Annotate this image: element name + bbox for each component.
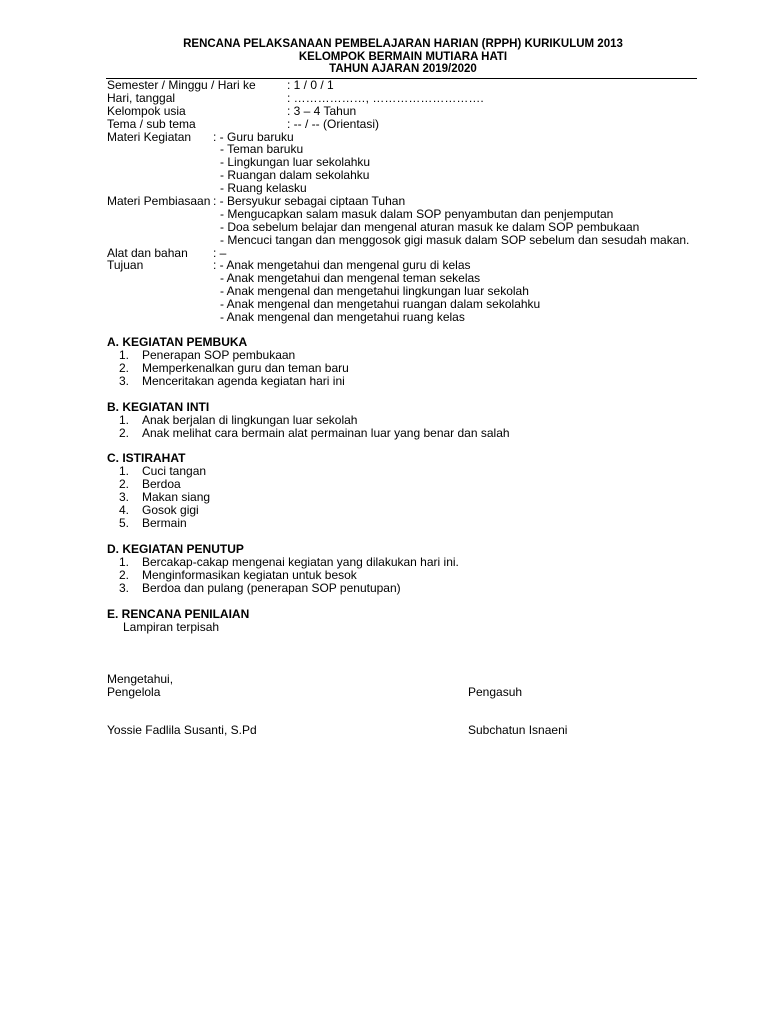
header-school: KELOMPOK BERMAIN MUTIARA HATI	[298, 50, 508, 63]
list-item	[107, 556, 707, 569]
signature-right-role: Pengasuh	[468, 685, 523, 699]
section-list	[107, 414, 707, 440]
info-value: : -- / -- (Orientasi)	[287, 116, 379, 131]
info-label: Tujuan	[107, 258, 144, 273]
info-label: Semester / Minggu / Hari ke	[107, 78, 256, 92]
list-number: 4.	[119, 503, 130, 518]
list-text: Anak melihat cara bermain alat permainan luar yang benar dan salah	[142, 425, 510, 440]
info-item: - Anak mengenal dan mengetahui ruang kelas	[220, 310, 465, 325]
list-item	[107, 375, 707, 388]
info-label: Alat dan bahan	[107, 245, 188, 260]
info-item: - Anak mengenal dan mengetahui ruangan dalam sekolahku	[220, 297, 541, 312]
list-number: 2.	[119, 425, 130, 440]
section-kegiatan-penutup	[107, 543, 707, 595]
info-item: - Ruang kelasku	[220, 181, 307, 196]
list-text: Anak berjalan di lingkungan luar sekolah	[142, 412, 358, 427]
list-number: 1.	[119, 348, 130, 362]
list-text: Memperkenalkan guru dan teman baru	[142, 360, 349, 375]
info-continuation	[107, 156, 707, 169]
list-number: 3.	[119, 490, 130, 505]
list-number: 1.	[119, 412, 130, 427]
info-row-materi-kegiatan	[107, 131, 707, 144]
list-item	[107, 517, 707, 530]
info-item: - Mengucapkan salam masuk dalam SOP penyambutan dan penjemputan	[220, 206, 614, 221]
document-header	[0, 38, 768, 76]
section-istirahat	[107, 452, 707, 529]
list-number: 2.	[119, 477, 130, 492]
list-number: 3.	[119, 373, 130, 388]
list-item	[107, 465, 707, 478]
list-item	[107, 504, 707, 517]
list-text: Makan siang	[142, 490, 211, 505]
list-item	[107, 569, 707, 582]
info-block	[107, 79, 707, 324]
info-value: : –	[213, 245, 227, 260]
list-text: Penerapan SOP pembukaan	[142, 348, 296, 362]
list-item	[107, 362, 707, 375]
info-label: Kelompok usia	[107, 103, 186, 118]
info-item: - Doa sebelum belajar dan mengenal aturan masuk ke dalam SOP pembukaan	[220, 219, 640, 234]
info-continuation	[107, 143, 707, 156]
list-text: Berdoa dan pulang (penerapan SOP penutupan)	[142, 580, 401, 595]
info-row-hari	[107, 92, 707, 105]
info-item: - Lingkungan luar sekolahku	[220, 155, 371, 170]
info-label: Tema / sub tema	[107, 116, 196, 131]
list-text: Menginformasikan kegiatan untuk besok	[142, 567, 357, 582]
activity-sections	[107, 336, 707, 646]
section-title: B. KEGIATAN INTI	[107, 399, 210, 414]
list-text: Bercakap-cakap mengenai kegiatan yang dilakukan hari ini.	[142, 554, 459, 569]
info-row-materi-pembiasaan	[107, 195, 707, 208]
info-value: : - Anak mengetahui dan mengenal guru di kelas	[213, 258, 471, 273]
list-item	[107, 414, 707, 427]
info-item: - Teman baruku	[220, 142, 304, 157]
info-row-semester	[107, 79, 707, 92]
info-continuation	[107, 234, 707, 247]
signature-right-name: Subchatun Isnaeni	[468, 723, 568, 737]
info-continuation	[107, 221, 707, 234]
list-number: 1.	[119, 464, 130, 479]
info-value: : - Guru baruku	[213, 129, 294, 144]
info-value: : 1 / 0 / 1	[287, 78, 334, 92]
info-continuation	[107, 311, 707, 324]
list-number: 2.	[119, 360, 130, 375]
list-number: 1.	[119, 554, 130, 569]
section-title: D. KEGIATAN PENUTUP	[107, 541, 244, 556]
info-continuation	[107, 208, 707, 221]
list-text: Menceritakan agenda kegiatan hari ini	[142, 373, 345, 388]
info-value: : - Bersyukur sebagai ciptaan Tuhan	[213, 194, 406, 209]
header-year: TAHUN AJARAN 2019/2020	[329, 63, 477, 76]
list-item	[107, 582, 707, 595]
signature-left-role: Pengelola	[107, 685, 161, 699]
section-rencana-penilaian	[107, 608, 707, 634]
info-item: - Anak mengenal dan mengetahui lingkungan luar sekolah	[220, 284, 529, 299]
section-title: A. KEGIATAN PEMBUKA	[107, 335, 248, 349]
section-kegiatan-pembuka	[107, 336, 707, 388]
section-list	[107, 349, 707, 388]
section-list	[107, 556, 707, 595]
info-item: - Ruangan dalam sekolahku	[220, 168, 370, 183]
list-text: Gosok gigi	[142, 503, 199, 518]
list-text: Bermain	[142, 516, 187, 531]
list-text: Berdoa	[142, 477, 181, 492]
info-item: - Mencuci tangan dan menggosok gigi masuk dalam SOP sebelum dan sesudah makan.	[220, 232, 690, 247]
section-text: Lampiran terpisah	[123, 619, 220, 634]
list-number: 2.	[119, 567, 130, 582]
info-row-tema	[107, 118, 707, 131]
list-text: Cuci tangan	[142, 464, 207, 479]
section-kegiatan-inti	[107, 401, 707, 440]
signature-left-name: Yossie Fadlila Susanti, S.Pd	[107, 723, 257, 737]
info-label: Materi Kegiatan	[107, 129, 192, 144]
info-label: Hari, tanggal	[107, 90, 176, 105]
list-item	[107, 349, 707, 362]
info-item: - Anak mengetahui dan mengenal teman sekelas	[220, 271, 481, 286]
section-list	[107, 465, 707, 529]
info-continuation	[107, 169, 707, 182]
list-number: 5.	[119, 516, 130, 531]
info-label: Materi Pembiasaan	[107, 194, 211, 209]
info-value: : ………………, ……………………….	[287, 90, 484, 105]
list-item	[107, 427, 707, 440]
signature-mengetahui: Mengetahui,	[107, 672, 174, 686]
section-title: C. ISTIRAHAT	[107, 451, 186, 466]
section-title: E. RENCANA PENILAIAN	[107, 606, 250, 621]
header-title: RENCANA PELAKSANAAN PEMBELAJARAN HARIAN (RPPH) KURIKULUM 2013	[183, 38, 623, 50]
info-row-kelompok	[107, 105, 707, 118]
info-value: : 3 – 4 Tahun	[287, 103, 357, 118]
list-number: 3.	[119, 580, 130, 595]
